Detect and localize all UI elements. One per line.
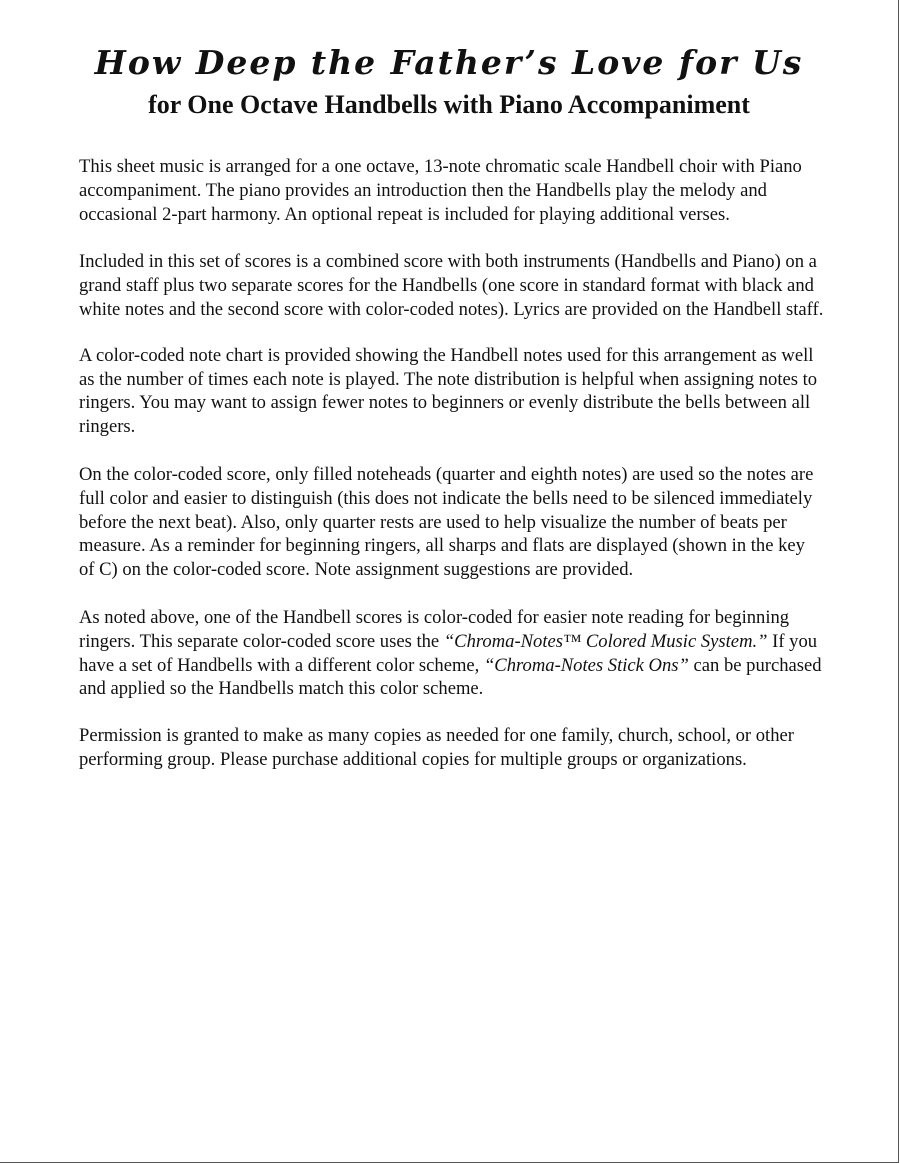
paragraph-color-coded-score: On the color-coded score, only filled noteheads (quarter and eighth notes) are used so the notes are full color and easier to distinguish (this does not indicate the bells need to be silenced immediately before the next beat). Also, only quarter rests are used to help visualize the number of beats per measure. As a reminder for beginning ringers, all sharps and flats are displayed (shown in the key of C) on the color-coded score. Note assignment suggestions are provided.: [79, 463, 814, 581]
chroma-text-1: As noted above, one of the Handbell scores is color-coded for easier note reading for beginning ringers. This separate color-coded score uses the: [79, 606, 790, 652]
paragraph-scores: Included in this set of scores is a combined score with both instruments (Handbells and Piano) on a grand staff plus two separate scores for the Handbells (one score in standard format with black and white notes and the second score with color-coded notes). Lyrics are provided on the Handbell staff.: [79, 251, 824, 320]
page-subtitle: for One Octave Handbells with Piano Accompaniment: [148, 90, 750, 119]
chroma-text-3: can be purchased and applied so the Handbells match this color scheme.: [79, 654, 822, 700]
paragraph-permission: Permission is granted to make as many copies as needed for one family, church, school, or other performing group. Please purchase additional copies for multiple groups or organizations.: [79, 725, 794, 770]
chroma-notes-stick-ons-name: “Chroma-Notes Stick Ons”: [483, 654, 689, 676]
paragraph-note-chart: A color-coded note chart is provided showing the Handbell notes used for this arrangement as well as the number of times each note is played. The note distribution is helpful when assigning notes to ringers. You may want to assign fewer notes to beginners or evenly distribute the bells between all ringers.: [79, 344, 818, 438]
paragraph-arrangement: This sheet music is arranged for a one octave, 13-note chromatic scale Handbell choir with Piano accompaniment. The piano provides an introduction then the Handbells play the melody and occasional 2-part harmony. An optional repeat is included for playing additional verses.: [79, 156, 802, 225]
page-title: How Deep the Father’s Love for Us: [94, 43, 804, 82]
chroma-notes-system-name: “Chroma-Notes™ Colored Music System.”: [443, 630, 768, 652]
paragraph-chroma-notes: [79, 606, 825, 701]
description-body: [79, 155, 825, 796]
chroma-text-2: If you have a set of Handbells with a different color scheme,: [79, 630, 818, 676]
